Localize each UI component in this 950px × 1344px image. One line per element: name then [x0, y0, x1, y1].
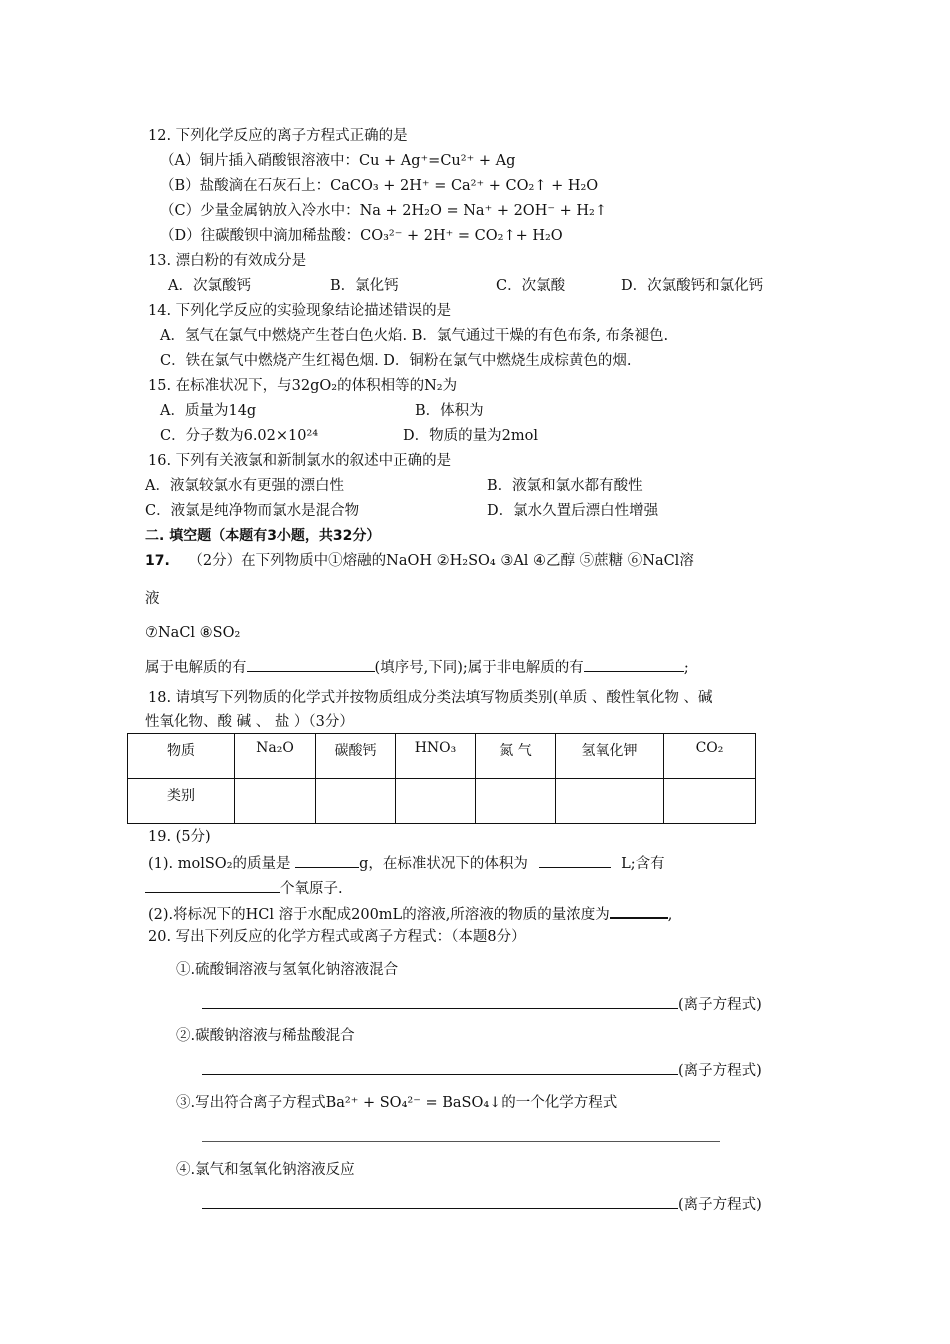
classification-table	[127, 733, 756, 824]
q12-option-b: （B）盐酸滴在石灰石上：CaCO₃ + 2H⁺ = Ca²⁺ + CO₂↑ + H₂O	[160, 178, 599, 194]
table-cell: HNO₃	[396, 734, 476, 779]
q16-option-b: B．液氯和氯水都有酸性	[487, 478, 643, 494]
q19-concentration-label: (2).将标况下的HCl 溶于水配成200mL的溶液,所溶液的物质的量浓度为	[148, 907, 610, 923]
q20-stem: 20. 写出下列反应的化学方程式或离子方程式：（本题8分）	[148, 929, 526, 945]
q17-nonelectrolyte-label: (填序号,下同);属于非电解质的有	[374, 660, 584, 676]
q15-option-d: D．物质的量为2mol	[403, 428, 538, 444]
q20-item2-answer	[202, 1059, 762, 1081]
q20-item3-answer	[202, 1126, 720, 1148]
q19-atoms-end: 个氧原子.	[280, 881, 343, 897]
q20-item1: ①.硫酸铜溶液与氢氧化钠溶液混合	[176, 962, 399, 978]
q19-mass-blank[interactable]	[295, 852, 359, 868]
q20-item1-blank[interactable]	[202, 993, 678, 1009]
q19-mass-label: (1). molSO₂的质量是	[148, 856, 291, 872]
table-cell: 碳酸钙	[316, 734, 396, 779]
table-row-substance	[128, 734, 756, 779]
q15-option-c: C．分子数为6.02×10²⁴	[160, 428, 319, 444]
table-cell: 氢氧化钾	[556, 734, 664, 779]
q13-option-c: C．次氯酸	[496, 278, 566, 294]
q12-option-c: （C）少量金属钠放入冷水中：Na + 2H₂O = Na⁺ + 2OH⁻ + H₂↑	[160, 203, 607, 219]
q14-options-ab: A．氢气在氯气中燃烧产生苍白色火焰. B．氯气通过干燥的有色布条, 布条褪色.	[160, 328, 669, 344]
q17-number: 17.	[145, 553, 170, 569]
table-cell: Na₂O	[235, 734, 316, 779]
q20-item1-answer	[202, 993, 762, 1015]
q13-option-b: B．氯化钙	[330, 278, 399, 294]
q20-item2-tag: (离子方程式)	[678, 1063, 762, 1079]
q12-stem: 12. 下列化学反应的离子方程式正确的是	[148, 128, 408, 144]
q16-stem: 16. 下列有关液氯和新制氯水的叙述中正确的是	[148, 453, 452, 469]
section-2-heading: 二. 填空题（本题有3小题，共32分）	[145, 528, 381, 544]
q19-atoms-blank[interactable]	[145, 877, 280, 893]
q19-concentration-blank[interactable]	[610, 902, 668, 919]
q19-volume-label: g，在标准状况下的体积为	[359, 856, 528, 872]
q15-option-b: B．体积为	[415, 403, 484, 419]
table-answer-cell[interactable]	[316, 779, 396, 824]
q19-part1	[148, 852, 665, 874]
q20-item1-tag: (离子方程式)	[678, 997, 762, 1013]
q17-electrolyte-label: 属于电解质的有	[145, 660, 247, 676]
q17-line3: ⑦NaCl ⑧SO₂	[145, 625, 241, 641]
table-answer-cell[interactable]	[664, 779, 756, 824]
q14-options-cd: C．铁在氯气中燃烧产生红褐色烟. D．铜粉在氯气中燃烧生成棕黄色的烟.	[160, 353, 632, 369]
q20-item3: ③.写出符合离子方程式Ba²⁺ + SO₄²⁻ = BaSO₄↓的一个化学方程式	[176, 1095, 618, 1111]
q20-item4-tag: (离子方程式)	[678, 1197, 762, 1213]
q19-part2-end: ,	[667, 907, 673, 923]
q20-item2: ②.碳酸钠溶液与稀盐酸混合	[176, 1028, 355, 1044]
q13-option-a: A．次氯酸钙	[168, 278, 251, 294]
table-answer-cell[interactable]	[476, 779, 556, 824]
q17-line2: 液	[145, 591, 160, 607]
q19-part2	[148, 902, 672, 925]
q20-item4: ④.氯气和氢氧化钠溶液反应	[176, 1162, 355, 1178]
q17-line4	[145, 656, 689, 678]
table-cell: CO₂	[664, 734, 756, 779]
q19-atoms-label: L;含有	[621, 856, 665, 872]
q13-option-d: D．次氯酸钙和氯化钙	[621, 278, 764, 294]
q17-text: （2分）在下列物质中①熔融的NaOH ②H₂SO₄ ③Al ④乙醇 ⑤蔗糖 ⑥NaCl溶	[188, 553, 694, 569]
q14-stem: 14. 下列化学反应的实验现象结论描述错误的是	[148, 303, 452, 319]
q12-option-a: （A）铜片插入硝酸银溶液中：Cu + Ag⁺=Cu²⁺ + Ag	[160, 153, 516, 169]
q18-line2: 性氧化物、酸 碱 、 盐 ）（3分）	[145, 714, 354, 730]
q12-option-d: （D）往碳酸钡中滴加稀盐酸：CO₃²⁻ + 2H⁺ = CO₂↑+ H₂O	[160, 228, 563, 244]
q15-stem: 15. 在标准状况下，与32gO₂的体积相等的N₂为	[148, 378, 458, 394]
q20-item3-blank[interactable]	[202, 1126, 720, 1142]
table-cell: 类别	[128, 779, 235, 824]
q16-option-d: D．氯水久置后漂白性增强	[487, 503, 659, 519]
q16-option-a: A．液氯较氯水有更强的漂白性	[145, 478, 344, 494]
table-cell: 氮 气	[476, 734, 556, 779]
q16-option-c: C．液氯是纯净物而氯水是混合物	[145, 503, 360, 519]
table-answer-cell[interactable]	[396, 779, 476, 824]
table-answer-cell[interactable]	[235, 779, 316, 824]
table-cell: 物质	[128, 734, 235, 779]
q17-end: ;	[683, 660, 689, 676]
q20-item2-blank[interactable]	[202, 1059, 678, 1075]
q17-nonelectrolyte-blank[interactable]	[584, 656, 684, 672]
q19-stem: 19. (5分)	[148, 829, 211, 845]
q20-item4-answer	[202, 1193, 762, 1215]
q18-line1: 18. 请填写下列物质的化学式并按物质组成分类法填写物质类别(单质 、酸性氧化物 、碱	[148, 690, 713, 706]
q17-line1	[145, 551, 694, 571]
q19-volume-blank[interactable]	[539, 852, 611, 868]
q13-stem: 13. 漂白粉的有效成分是	[148, 253, 307, 269]
q19-part1-cont	[145, 877, 343, 899]
q20-item4-blank[interactable]	[202, 1193, 678, 1209]
table-row-category	[128, 779, 756, 824]
table-answer-cell[interactable]	[556, 779, 664, 824]
q15-option-a: A．质量为14g	[160, 403, 257, 419]
q17-electrolyte-blank[interactable]	[247, 656, 375, 672]
